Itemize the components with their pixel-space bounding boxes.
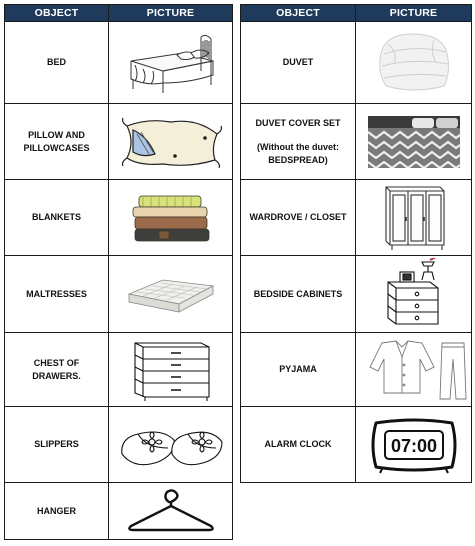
object-label: HANGER [5, 483, 109, 540]
table-row [5, 407, 233, 483]
object-label: SLIPPERS [5, 407, 109, 483]
table-row [241, 407, 472, 483]
picture-column-header: PICTURE [109, 5, 233, 22]
alarm-clock-icon [368, 415, 460, 475]
table-row [5, 483, 233, 540]
duvet-cover-set-icon [366, 112, 462, 172]
object-label: BED [5, 22, 109, 104]
object-label [5, 333, 109, 407]
table-row [241, 104, 472, 180]
object-label: MALTRESSES [5, 256, 109, 333]
table-row [5, 180, 233, 256]
left-vocabulary-table [4, 4, 233, 540]
bedside-cabinet-icon [382, 258, 446, 330]
object-sublabel-line: (Without the duvet: [257, 141, 339, 152]
table-row [241, 22, 472, 104]
object-label-line: PILLOW AND [28, 129, 85, 140]
slippers-icon [116, 418, 226, 472]
table-header-row [5, 5, 233, 22]
object-sublabel-line: BEDSPREAD) [268, 154, 328, 165]
table-row [5, 22, 233, 104]
chest-of-drawers-icon [129, 337, 213, 403]
table-row [5, 333, 233, 407]
object-label: BLANKETS [5, 180, 109, 256]
object-label-line: DRAWERS. [32, 370, 81, 381]
pillow-icon [119, 114, 223, 170]
object-label-line: DUVET COVER SET [255, 117, 341, 128]
right-vocabulary-table [240, 4, 472, 483]
mattress-icon [123, 272, 219, 316]
object-column-header: OBJECT [241, 5, 356, 22]
object-label: BEDSIDE CABINETS [241, 256, 356, 333]
bed-icon [121, 31, 221, 95]
object-label [5, 104, 109, 180]
table-row [241, 333, 472, 407]
object-label-line: CHEST OF [33, 357, 80, 368]
object-label [241, 104, 356, 180]
duvet-icon [374, 30, 454, 96]
object-label-line: PILLOWCASES [23, 142, 90, 153]
object-label: ALARM CLOCK [241, 407, 356, 483]
wardrobe-icon [382, 183, 446, 253]
object-label: PYJAMA [241, 333, 356, 407]
hanger-icon [123, 486, 219, 536]
table-row [241, 180, 472, 256]
clock-display: 07:00 [390, 435, 437, 456]
object-column-header: OBJECT [5, 5, 109, 22]
table-header-row [241, 5, 472, 22]
picture-column-header: PICTURE [356, 5, 472, 22]
table-row [5, 256, 233, 333]
table-row [5, 104, 233, 180]
object-label: DUVET [241, 22, 356, 104]
object-label: WARDROVE / CLOSET [241, 180, 356, 256]
table-row [241, 256, 472, 333]
blankets-icon [129, 192, 213, 244]
pyjama-icon [360, 337, 468, 403]
